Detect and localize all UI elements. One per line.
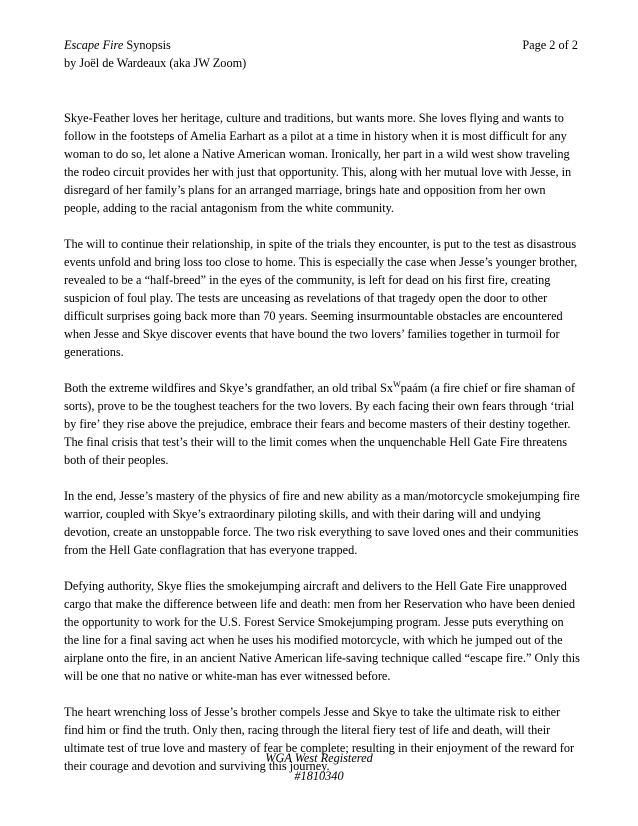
registration-label: WGA West Registered	[265, 751, 373, 765]
page-number: Page 2 of 2	[522, 38, 578, 52]
synopsis-body	[64, 109, 580, 793]
paragraph-3	[64, 379, 580, 469]
document-title	[64, 36, 171, 54]
paragraph-6: The heart wrenching loss of Jesse’s brother compels Jesse and Skye to take the ultimate risk to either find him or find the truth. Only then, racing through the literal fiery test of life and death, will their ultimate test of true love and mastery of fear be complete; resulting in their enjoyment of the reward for their courage and devotion and surviving this journey.	[64, 705, 575, 773]
paragraph-1: Skye-Feather loves her heritage, culture and traditions, but wants more. She loves flying and wants to follow in the footsteps of Amelia Earhart as a pilot at a time in history when it is most difficult for any woman to do so, let alone a Native American woman. Ironically, her part in a wild west show traveling the rodeo circuit provides her with just that opportunity. This, along with her mutual love with Jesse, in disregard of her family’s plans for an arranged marriage, brings hate and opposition from her own people, adding to the racial antagonism from the white community.	[64, 111, 572, 215]
paragraph-3-end: paám (a fire chief or fire shaman of sorts), prove to be the toughest teachers for the two lovers. By each facing their own fears through ‘trial by fire’ they rise above the prejudice, embrace their fears and become masters of their destiny together. The final crisis that test’s their will to the limit comes when the unquenchable Hell Gate Fire threatens both of their peoples.	[64, 381, 576, 467]
header-row	[64, 36, 578, 54]
title-rest: Synopsis	[123, 38, 171, 52]
author-line: by Joël de Wardeaux (aka JW Zoom)	[64, 56, 247, 70]
paragraph-4: In the end, Jesse’s mastery of the physics of fire and new ability as a man/motorcycle smokejumping fire warrior, coupled with Skye’s extraordinary piloting skills, and with their daring will and undying devotion, create an unstoppable force. The two risk everything to save loved ones and their communities from the Hell Gate conflagration that has everyone trapped.	[64, 489, 580, 557]
paragraph-5: Defying authority, Skye flies the smokejumping aircraft and delivers to the Hell Gate Fire unapproved cargo that make the difference between life and death: men from her Reservation who have been denied the opportunity to work for the U.S. Forest Service Smokejumping program. Jesse puts everything on the line for a final saving act when he uses his modified motorcycle, with which he jumped out of the airplane onto the fire, in an ancient Native American life-saving technique called “escape fire.” Only this will be one that no native or white-man has ever witnessed before.	[64, 579, 580, 683]
registration-number: #1810340	[294, 769, 344, 783]
paragraph-2: The will to continue their relationship, in spite of the trials they encounter, is put to the test as disastrous events unfold and bring loss too close to home. This is especially the case when Jesse’s younger brother, revealed to be a “half-breed” in the eyes of the community, is left for dead on his first fire, creating suspicion of foul play. The tests are unceasing as revelations of that tragedy open the door to other difficult surprises going back more than 70 years. Seeming insurmountable obstacles are encountered when Jesse and Skye discover events that have bound the two lovers’ families together in turmoil for generations.	[64, 237, 578, 359]
page-header	[64, 36, 578, 72]
title-italic: Escape Fire	[64, 38, 124, 52]
paragraph-3-start: Both the extreme wildfires and Skye’s grandfather, an old tribal Sx	[64, 381, 394, 395]
page-footer	[0, 749, 638, 785]
superscript-w: W	[393, 379, 401, 389]
